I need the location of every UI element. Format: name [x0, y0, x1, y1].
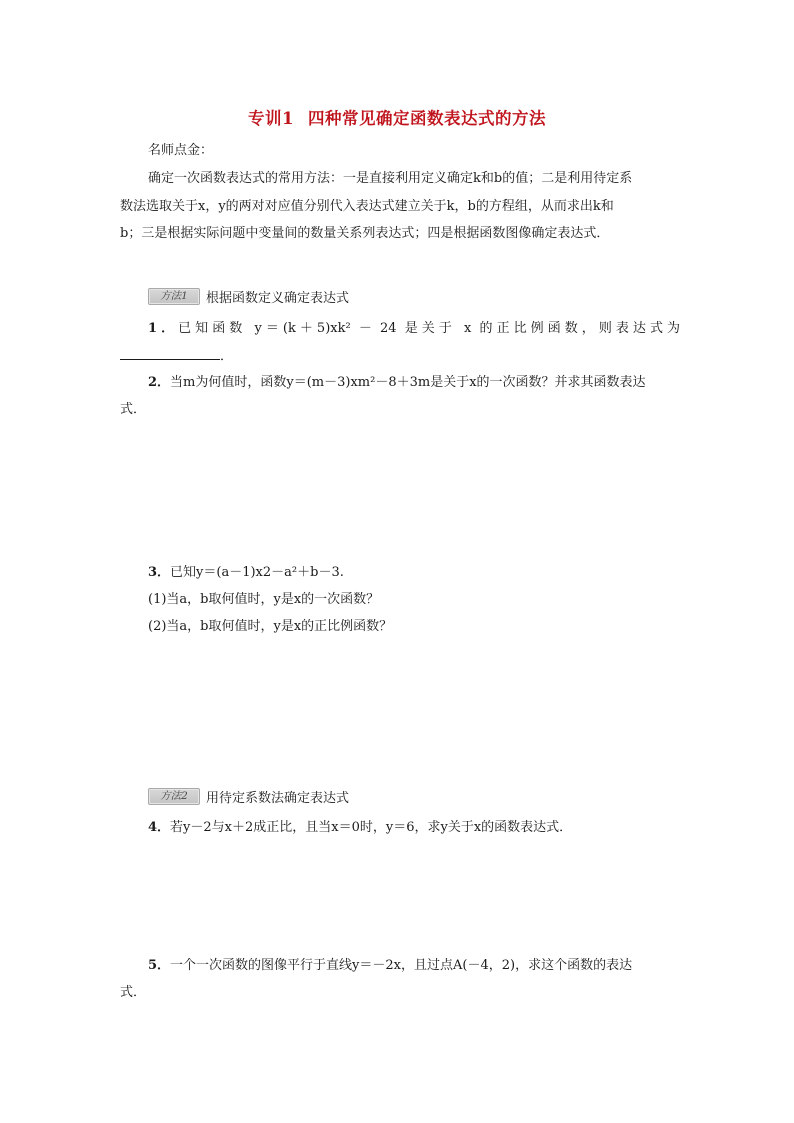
- q5-number: 5．: [148, 958, 171, 973]
- q4-number: 4．: [148, 820, 171, 835]
- method1-title: 根据函数定义确定表达式: [206, 290, 350, 306]
- q4-line: [148, 818, 680, 838]
- q1-line-1: [148, 319, 680, 339]
- q4-text: 若y－2与x＋2成正比，且当x＝0时，y＝6，求y关于x的函数表达式．: [170, 820, 573, 835]
- q2-text: 当m为何值时，函数y＝(m－3)xm²－8＋3m是关于x的一次函数？并求其函数表达: [170, 375, 646, 390]
- q2-number: 2．: [148, 375, 171, 390]
- intro-line-3: b；三是根据实际问题中变量间的数量关系列表达式；四是根据函数图像确定表达式．: [120, 226, 610, 241]
- intro-line-2: 数法选取关于x，y的两对对应值分别代入表达式建立关于k，b的方程组，从而求出k和: [120, 199, 614, 214]
- q5-line-1: [148, 956, 680, 976]
- q2-line-1: [148, 373, 680, 393]
- q5-line-2: 式．: [120, 985, 147, 1000]
- q1-line-2: [120, 345, 680, 367]
- q3-sub-2: (2)当a，b取何值时，y是x的正比例函数？: [148, 619, 393, 634]
- q2-line-2: 式．: [120, 402, 147, 417]
- intro-heading: 名师点金：: [148, 143, 214, 158]
- q1-text: 已知函数 y＝(k＋5)xk² － 24 是关于 x 的正比例函数，则表达式为: [178, 321, 681, 336]
- method1-badge: 方法1: [148, 288, 200, 305]
- q3-number: 3．: [148, 565, 171, 580]
- method2-header: [148, 786, 349, 806]
- method2-badge: 方法2: [148, 788, 200, 805]
- title-label: 专训1: [248, 109, 294, 128]
- q1-number: 1．: [148, 321, 179, 336]
- page-title: [0, 105, 794, 129]
- q1-answer-blank[interactable]: [120, 345, 220, 360]
- method2-title: 用待定系数法确定表达式: [206, 790, 350, 806]
- intro-line-1: 确定一次函数表达式的常用方法：一是直接利用定义确定k和b的值；二是利用待定系: [148, 171, 633, 186]
- q1-period: ．: [220, 349, 234, 364]
- q5-text: 一个一次函数的图像平行于直线y＝－2x，且过点A(－4，2)，求这个函数的表达: [170, 958, 633, 973]
- q3-stem: [148, 563, 680, 583]
- q3-text: 已知y＝(a－1)x2－a²＋b－3.: [170, 565, 344, 580]
- q3-sub-1: (1)当a，b取何值时，y是x的一次函数？: [148, 592, 380, 607]
- title-text: 四种常见确定函数表达式的方法: [307, 109, 546, 128]
- method1-header: [148, 286, 349, 306]
